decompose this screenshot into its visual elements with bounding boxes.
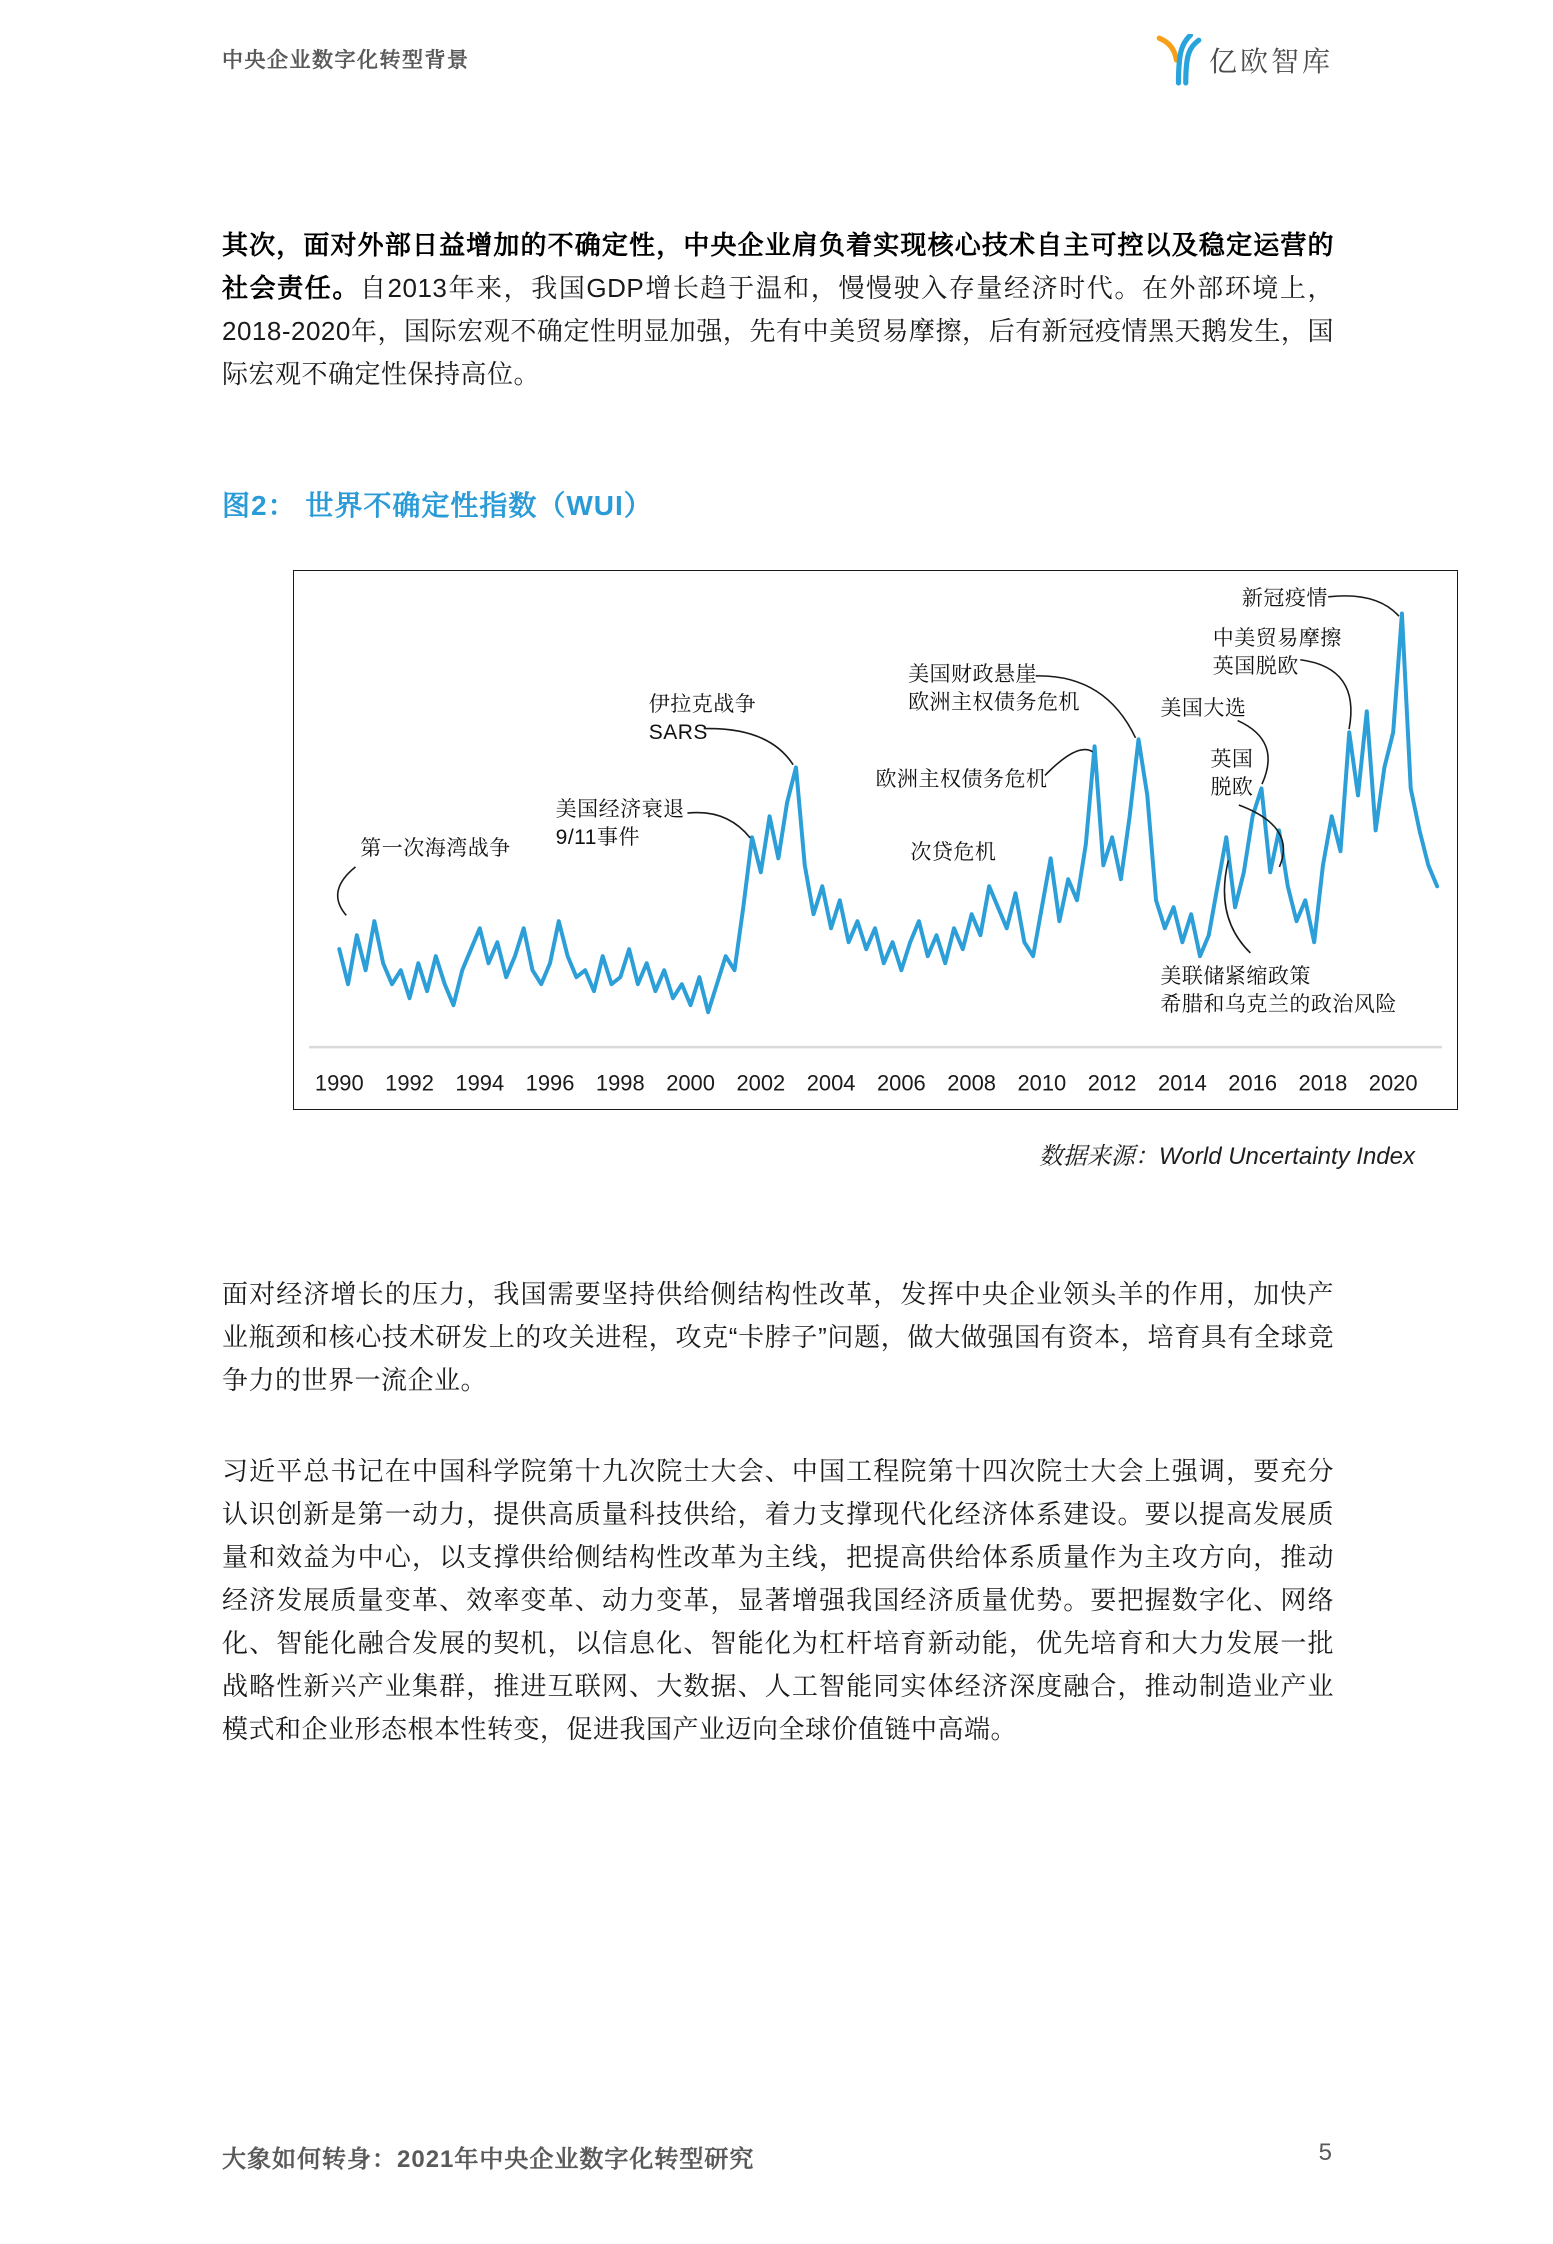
x-tick-label: 2004 [806, 1070, 856, 1096]
intro-paragraph-bold: 其次，面对外部日益增加的不确定性，中央企业肩负着实现核心技术自主可控以及稳定运营的社会责任。 [222, 230, 1334, 303]
chart-annotation-iraq-war-sars: 伊拉克战争 SARS [648, 692, 757, 744]
x-tick-label: 1990 [314, 1070, 364, 1096]
chart-annotation-euro-sovereign-debt: 欧洲主权债务危机 [875, 767, 1048, 791]
x-tick-label: 2008 [947, 1070, 996, 1096]
chart-annotation-subprime-crisis: 次贷危机 [910, 840, 997, 864]
x-tick-label: 2018 [1298, 1070, 1348, 1096]
chart-annotation-trade-war-brexit: 中美贸易摩擦 英国脱欧 [1212, 626, 1342, 678]
brand-logo [1156, 34, 1333, 86]
brand-name: 亿欧智库 [1208, 46, 1333, 77]
chart-annotation-fiscal-cliff-euro-debt: 美国财政悬崖 欧洲主权债务危机 [908, 663, 1081, 715]
x-tick-label: 1996 [525, 1070, 575, 1096]
annotation-leader-gulf-war [338, 867, 356, 915]
x-tick-label: 2000 [666, 1070, 715, 1096]
x-tick-label: 2020 [1368, 1070, 1418, 1096]
annotation-leader-fed-tightening-greece-ukraine [1224, 860, 1250, 953]
chart-annotation-us-recession-911: 美国经济衰退 9/11事件 [555, 797, 685, 849]
intro-paragraph [222, 224, 1334, 396]
x-tick-label: 2010 [1017, 1070, 1067, 1096]
wui-chart [293, 570, 1458, 1110]
body-paragraph-2: 面对经济增长的压力，我国需要坚持供给侧结构性改革，发挥中央企业领头羊的作用，加快产业瓶颈和核心技术研发上的攻关进程，攻克“卡脖子”问题，做大做强国有资本，培育具有全球竞争力的世界一流企业。 [222, 1279, 1334, 1395]
x-tick-label: 1992 [385, 1070, 434, 1096]
chart-annotation-brexit: 英国 脱欧 [1210, 747, 1254, 799]
chart-annotation-us-election: 美国大选 [1160, 696, 1247, 720]
chart-annotation-fed-tightening-greece-ukraine: 美联储紧缩政策 希腊和乌克兰的政治风险 [1160, 964, 1397, 1016]
x-tick-label: 2014 [1158, 1070, 1207, 1096]
annotation-leader-euro-sovereign-debt [1045, 750, 1093, 776]
figure-caption: 图2： 世界不确定性指数（WUI） [222, 490, 653, 521]
x-tick-label: 2012 [1087, 1070, 1137, 1096]
yiou-logo-icon [1156, 34, 1202, 86]
annotation-leader-us-recession-911 [687, 813, 750, 838]
chart-annotation-covid-19: 新冠疫情 [1241, 586, 1328, 610]
x-tick-label: 2006 [876, 1070, 926, 1096]
body-paragraph-3: 习近平总书记在中国科学院第十九次院士大会、中国工程院第十四次院士大会上强调，要充分认识创新是第一动力，提供高质量科技供给，着力支撑现代化经济体系建设。要以提高发展质量和效益为中心，以支撑供给侧结构性改革为主线，把提高供给体系质量作为主攻方向，推动经济发展质量变革、效率变革、动力变革，显著增强我国经济质量优势。要把握数字化、网络化、智能化融合发展的契机，以信息化、智能化为杠杆培育新动能，优先培育和大力发展一批战略性新兴产业集群，推进互联网、大数据、人工智能同实体经济深度融合，推动制造业产业模式和企业形态根本性转变，促进我国产业迈向全球价值链中高端。 [222, 1456, 1334, 1744]
x-tick-label: 2016 [1228, 1070, 1278, 1096]
x-tick-label: 2002 [736, 1070, 786, 1096]
intro-paragraph-rest: 自2013年来，我国GDP增长趋于温和，慢慢驶入存量经济时代。在外部环境上，2018-2020年，国际宏观不确定性明显加强，先有中美贸易摩擦，后有新冠疫情黑天鹅发生，国际宏观不确定性保持高位。 [222, 273, 1334, 389]
chart-annotation-gulf-war: 第一次海湾战争 [360, 836, 511, 860]
x-tick-label: 1998 [595, 1070, 645, 1096]
header-section-title: 中央企业数字化转型背景 [222, 49, 470, 72]
page-number: 5 [1318, 2139, 1332, 2166]
x-tick-label: 1994 [455, 1070, 505, 1096]
footer-report-title: 大象如何转身：2021年中央企业数字化转型研究 [222, 2146, 755, 2173]
annotation-leader-covid-19 [1328, 596, 1399, 616]
figure-source: 数据来源：World Uncertainty Index [1038, 1143, 1415, 1170]
